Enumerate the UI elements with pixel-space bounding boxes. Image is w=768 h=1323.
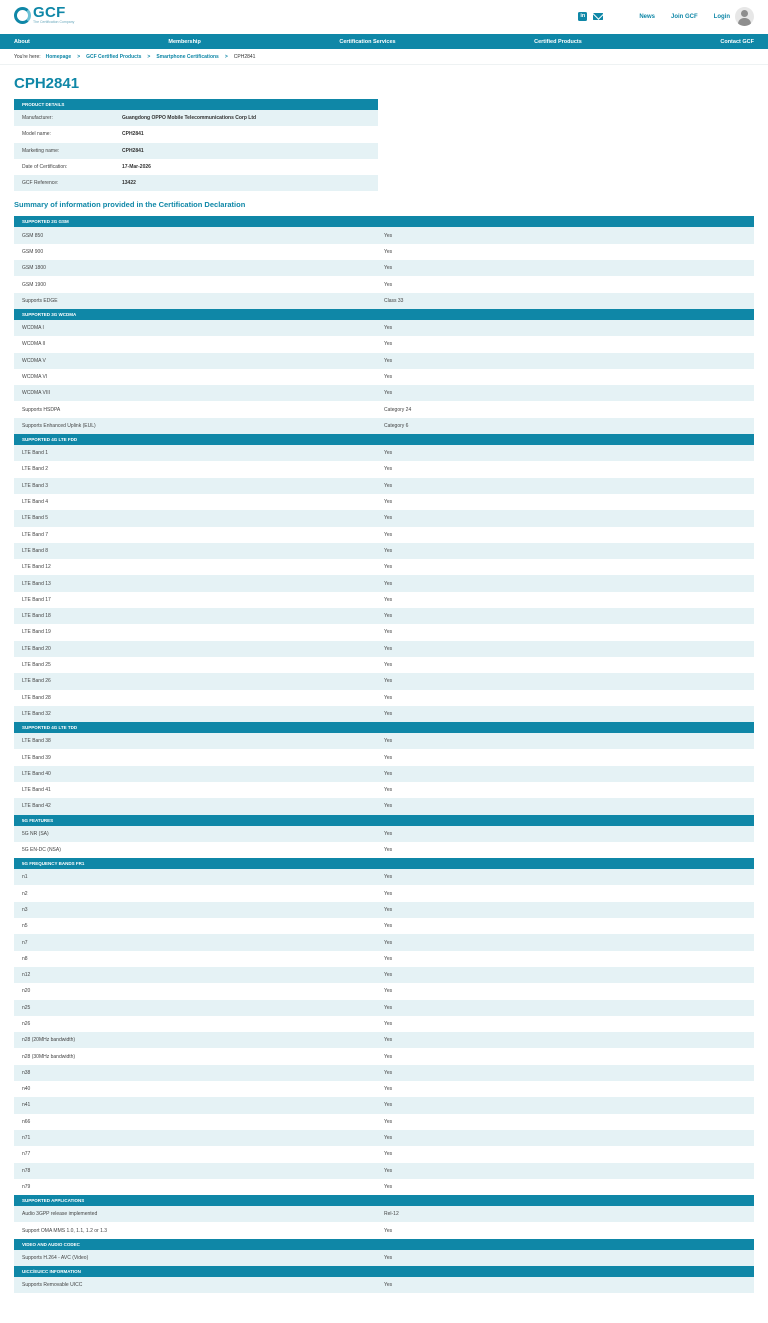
feature-label: LTE Band 7 [22,531,49,538]
table-row [14,918,754,934]
table-row [14,967,754,983]
feature-label: LTE Band 41 [22,787,51,794]
feature-label: n2 [22,890,28,897]
table-row [14,869,754,885]
table-row [14,1179,754,1195]
table-row [14,1206,754,1222]
table-row [14,1222,754,1238]
feature-label: WCDMA VI [22,374,48,380]
table-row [14,934,754,950]
feature-value: Yes [384,1037,393,1044]
breadcrumb [0,49,768,65]
feature-label: WCDMA II [22,341,46,348]
feature-value: Yes [384,1069,393,1076]
section-heading: VIDEO AND AUDIO CODEC [14,1239,754,1250]
feature-label: LTE Band 12 [22,564,51,571]
product-detail-value: 13422 [122,180,136,187]
nav-contact-gcf[interactable]: Contact GCF [720,38,754,45]
logo-tagline: The Certification Company [33,20,75,24]
feature-label: WCDMA V [22,357,46,364]
product-detail-value: CPH2841 [122,147,144,154]
main-nav [0,34,768,49]
section-heading: 5G FREQUENCY BANDS FR1 [14,858,754,869]
product-detail-row [14,175,378,191]
feature-label: LTE Band 28 [22,694,51,701]
feature-value: Yes [384,515,393,522]
feature-value: Yes [384,694,393,701]
feature-label: WCDMA I [22,325,44,332]
table-row [14,1250,754,1266]
feature-label: LTE Band 18 [22,613,51,620]
breadcrumb-prefix: You're here: [14,53,41,60]
feature-label: LTE Band 8 [22,547,49,554]
table-row [14,320,754,336]
feature-value: Yes [384,531,393,538]
breadcrumb-smartphone-certifications[interactable]: Smartphone Certifications [156,53,219,60]
feature-label: LTE Band 40 [22,770,51,777]
feature-value: Yes [384,738,393,745]
feature-value: Yes [384,1118,393,1125]
feature-value: Yes [384,770,393,777]
feature-value: Yes [384,281,393,288]
table-row [14,1163,754,1179]
feature-label: GSM 850 [22,232,44,239]
feature-value: Yes [384,803,393,810]
table-row [14,244,754,260]
feature-value: Yes [384,645,393,652]
product-detail-row [14,126,378,142]
table-row [14,1032,754,1048]
feature-label: Audio 3GPP release implemented [22,1211,98,1218]
feature-label: n79 [22,1183,31,1190]
feature-value: Yes [384,1086,393,1093]
feature-label: Supports Enhanced Uplink (EUL) [22,422,96,429]
table-row [14,624,754,640]
certification-table [14,216,754,1293]
feature-label: LTE Band 32 [22,710,51,717]
feature-label: n78 [22,1167,31,1174]
feature-label: n66 [22,1118,31,1125]
feature-value: Yes [384,830,393,837]
feature-label: LTE Band 19 [22,629,51,636]
table-row [14,1097,754,1113]
feature-value: Yes [384,629,393,636]
table-row [14,1277,754,1293]
logo-text: GCF [33,4,66,21]
feature-value: Yes [384,390,393,397]
feature-value: Yes [384,374,393,380]
section-heading: SUPPORTED 3G WCDMA [14,309,754,320]
feature-label: LTE Band 2 [22,466,49,473]
feature-value: Yes [384,754,393,761]
feature-label: GSM 1800 [22,265,46,272]
feature-label: LTE Band 17 [22,596,51,603]
feature-value: Category 24 [384,406,412,413]
feature-value: Yes [384,890,393,897]
section-heading: SUPPORTED APPLICATIONS [14,1195,754,1206]
feature-label: LTE Band 4 [22,499,49,506]
feature-label: n41 [22,1102,31,1109]
table-row [14,369,754,385]
feature-label: LTE Band 3 [22,482,49,489]
feature-label: 5G NR (SA) [22,830,49,837]
table-row [14,951,754,967]
feature-label: n26 [22,1020,31,1027]
table-row [14,575,754,591]
gcf-logo[interactable] [14,6,74,24]
feature-value: Yes [384,580,393,587]
nav-certification-services[interactable]: Certification Services [339,38,396,45]
feature-label: LTE Band 42 [22,803,51,810]
table-row [14,608,754,624]
section-heading: SUPPORTED 2G GSM [14,216,754,227]
feature-value: Yes [384,710,393,717]
feature-label: LTE Band 38 [22,738,51,745]
table-row [14,1081,754,1097]
feature-label: n28 (30MHz bandwidth) [22,1053,76,1060]
table-row [14,1146,754,1162]
feature-value: Yes [384,1167,393,1174]
feature-value: Yes [384,662,393,669]
feature-label: 5G EN-DC (NSA) [22,847,61,854]
feature-value: Yes [384,1135,393,1142]
feature-value: Yes [384,596,393,603]
feature-value: Yes [384,972,393,979]
table-row [14,706,754,722]
product-detail-label: GCF Reference: [22,180,59,187]
table-row [14,1065,754,1081]
feature-label: GSM 1900 [22,281,46,288]
feature-label: n7 [22,939,28,946]
table-row [14,494,754,510]
table-row [14,902,754,918]
feature-label: n20 [22,988,31,995]
news-link[interactable]: News [639,13,655,20]
section-heading: 5G FEATURES [14,815,754,826]
feature-value: Yes [384,450,393,457]
feature-label: n28 (20MHz bandwidth) [22,1037,76,1044]
table-row [14,293,754,309]
feature-value: Class 33 [384,297,404,304]
feature-value: Yes [384,547,393,554]
feature-label: LTE Band 5 [22,515,49,522]
table-row [14,1000,754,1016]
feature-label: Supports H.264 - AVC (Video) [22,1254,89,1261]
logo-circle-icon [14,7,31,24]
feature-value: Yes [384,325,393,332]
section-heading: SUPPORTED 4G LTE TDD [14,722,754,733]
table-row [14,478,754,494]
feature-value: Yes [384,1020,393,1027]
feature-value: Yes [384,265,393,272]
feature-label: n12 [22,972,31,979]
table-row [14,885,754,901]
feature-value: Yes [384,341,393,348]
feature-value: Yes [384,1151,393,1158]
nav-certified-products[interactable]: Certified Products [534,38,582,45]
feature-value: Yes [384,499,393,506]
page-title: CPH2841 [14,75,80,92]
feature-value: Yes [384,232,393,239]
nav-about[interactable]: About [14,38,30,45]
feature-value: Yes [384,1183,393,1190]
nav-membership[interactable]: Membership [168,38,201,45]
feature-value: Yes [384,955,393,962]
product-detail-value: 17-Mar-2026 [122,164,151,171]
feature-label: Supports EDGE [22,297,58,304]
feature-label: n8 [22,955,28,962]
table-row [14,353,754,369]
linkedin-icon[interactable]: in [578,12,587,21]
feature-value: Rel-12 [384,1211,399,1218]
table-row [14,798,754,814]
feature-label: n40 [22,1086,31,1093]
feature-value: Category 6 [384,422,409,429]
product-details-table [14,99,378,191]
feature-value: Yes [384,1282,393,1289]
feature-value: Yes [384,847,393,854]
table-row [14,1130,754,1146]
table-row [14,690,754,706]
feature-label: Supports Removable UICC [22,1282,83,1289]
summary-title: Summary of information provided in the Certification Declaration [14,200,246,210]
table-row [14,1016,754,1032]
table-row [14,1114,754,1130]
feature-value: Yes [384,923,393,930]
table-row [14,227,754,243]
feature-label: n77 [22,1151,31,1158]
feature-label: LTE Band 25 [22,662,51,669]
table-row [14,766,754,782]
table-row [14,385,754,401]
table-row [14,276,754,292]
feature-value: Yes [384,874,393,881]
table-row [14,657,754,673]
feature-value: Yes [384,357,393,364]
feature-value: Yes [384,1004,393,1011]
table-row [14,673,754,689]
table-row [14,749,754,765]
feature-label: WCDMA VIII [22,390,51,397]
table-row [14,842,754,858]
table-row [14,260,754,276]
product-detail-label: Date of Certification: [22,164,68,171]
breadcrumb-homepage[interactable]: Homepage [45,53,72,60]
section-heading: UICC/EUICC INFORMATION [14,1266,754,1277]
feature-value: Yes [384,906,393,913]
table-row [14,826,754,842]
table-row [14,733,754,749]
chevron-right-icon: > [77,53,81,60]
chevron-right-icon: > [147,53,151,60]
feature-value: Yes [384,988,393,995]
feature-value: Yes [384,939,393,946]
table-row [14,336,754,352]
product-details-heading: PRODUCT DETAILS [14,99,378,110]
table-row [14,543,754,559]
site-header [0,0,768,34]
feature-value: Yes [384,787,393,794]
feature-label: LTE Band 39 [22,754,51,761]
feature-label: LTE Band 20 [22,645,51,652]
table-row [14,445,754,461]
table-row [14,1048,754,1064]
feature-value: Yes [384,564,393,571]
feature-label: n3 [22,906,28,913]
table-row [14,510,754,526]
feature-label: LTE Band 1 [22,450,49,457]
table-row [14,527,754,543]
feature-label: Supports HSDPA [22,406,61,413]
product-detail-row [14,143,378,159]
feature-value: Yes [384,1227,393,1234]
table-row [14,641,754,657]
feature-label: GSM 900 [22,248,44,255]
table-row [14,983,754,999]
product-detail-label: Model name: [22,131,51,138]
chevron-right-icon: > [224,53,228,60]
avatar-icon[interactable] [735,7,754,26]
feature-label: LTE Band 26 [22,678,51,685]
table-row [14,418,754,434]
feature-label: n1 [22,874,28,881]
product-detail-value: CPH2841 [122,131,144,138]
feature-value: Yes [384,248,393,255]
feature-label: n5 [22,923,28,930]
table-row [14,401,754,417]
table-row [14,592,754,608]
feature-value: Yes [384,613,393,620]
product-detail-label: Manufacturer: [22,115,53,122]
breadcrumb-certified-products[interactable]: GCF Certified Products [86,53,142,60]
product-detail-value: Guangdong OPPO Mobile Telecommunications Corp Ltd [122,115,257,122]
product-detail-row [14,159,378,175]
table-row [14,782,754,798]
feature-value: Yes [384,466,393,473]
feature-label: Support OMA MMS 1.0, 1.1, 1.2 or 1.3 [22,1227,108,1234]
feature-label: n71 [22,1135,31,1142]
join-gcf-link[interactable]: Join GCF [671,13,698,20]
feature-value: Yes [384,482,393,489]
section-heading: SUPPORTED 4G LTE FDD [14,434,754,445]
feature-label: n38 [22,1069,31,1076]
product-detail-label: Marketing name: [22,147,60,154]
mail-icon[interactable] [593,13,603,20]
feature-label: LTE Band 13 [22,580,51,587]
product-detail-row [14,110,378,126]
feature-label: n25 [22,1004,31,1011]
feature-value: Yes [384,678,393,685]
breadcrumb-current: CPH2841 [233,53,256,60]
table-row [14,559,754,575]
feature-value: Yes [384,1053,393,1060]
feature-value: Yes [384,1102,393,1109]
feature-value: Yes [384,1254,393,1261]
login-link[interactable]: Login [713,13,730,20]
table-row [14,461,754,477]
